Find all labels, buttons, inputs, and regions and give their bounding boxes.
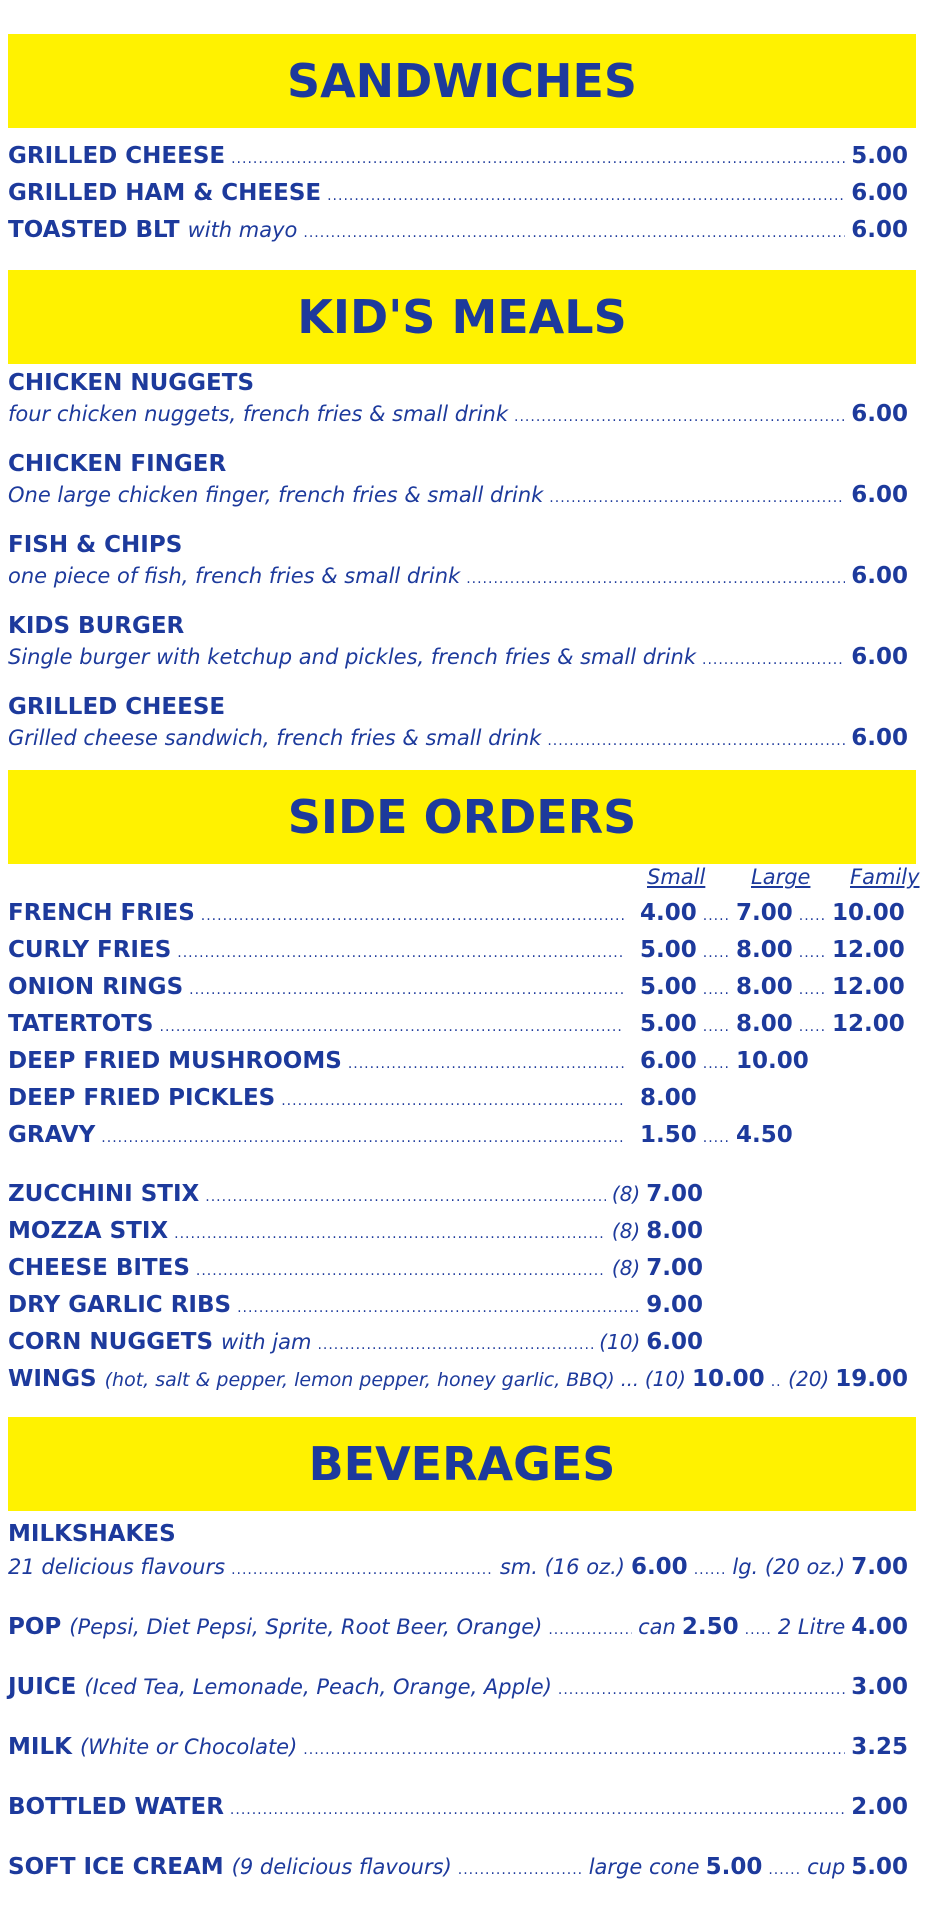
menu-item bbox=[8, 972, 630, 1005]
item-price: 10.00 bbox=[691, 1366, 765, 1392]
section-title: SANDWICHES bbox=[286, 54, 638, 108]
item-price: 7.00 bbox=[646, 1255, 703, 1281]
size-prices: 5.00 ..... 8.00 ..... 12.00 bbox=[640, 974, 905, 1000]
item-price: 6.00 bbox=[630, 1554, 688, 1580]
size-prices bbox=[640, 1083, 697, 1113]
section-header-side-orders bbox=[8, 770, 916, 864]
item-count: (20) bbox=[788, 1367, 830, 1391]
menu-item bbox=[8, 1732, 908, 1765]
item-name: MILKSHAKES bbox=[8, 1521, 176, 1547]
menu-item bbox=[8, 1290, 703, 1323]
item-price: 7.00 bbox=[851, 1554, 908, 1580]
item-desc: with jam bbox=[221, 1330, 312, 1354]
item-price: 5.00 bbox=[851, 143, 908, 169]
item-price: 19.00 bbox=[835, 1366, 908, 1392]
size-prices: 5.00 ..... 8.00 ..... 12.00 bbox=[640, 937, 905, 963]
item-name: MILK bbox=[8, 1734, 72, 1760]
item-name: SOFT ICE CREAM bbox=[8, 1854, 224, 1880]
item-desc: Single burger with ketchup and pickles, french fries & small drink bbox=[8, 645, 696, 669]
size-header-small: Small bbox=[647, 865, 706, 889]
section-title: BEVERAGES bbox=[308, 1437, 616, 1491]
item-price: 7.00 bbox=[646, 1181, 703, 1207]
item-count: (8) bbox=[611, 1182, 641, 1206]
item-desc: (hot, salt & pepper, lemon pepper, honey garlic, BBQ) ... bbox=[104, 1369, 639, 1391]
item-desc: Grilled cheese sandwich, french fries & small drink bbox=[8, 726, 542, 750]
item-name: TOASTED BLT bbox=[8, 217, 180, 243]
price-small: 4.00 bbox=[640, 900, 697, 926]
item-name: POP bbox=[8, 1614, 62, 1640]
item-name: GRILLED HAM & CHEESE bbox=[8, 180, 322, 206]
item-price: 6.00 bbox=[851, 482, 908, 508]
size-label: can bbox=[638, 1615, 676, 1639]
price-family: 12.00 bbox=[832, 937, 905, 963]
item-price: 4.00 bbox=[851, 1614, 908, 1640]
item-name: DRY GARLIC RIBS bbox=[8, 1292, 232, 1318]
item-desc: (White or Chocolate) bbox=[79, 1735, 298, 1759]
item-count: (10) bbox=[599, 1330, 641, 1354]
menu-item bbox=[8, 1672, 908, 1705]
item-count: (10) bbox=[644, 1367, 686, 1391]
item-name: ONION RINGS bbox=[8, 974, 184, 1000]
size-label: sm. (16 oz.) bbox=[499, 1555, 625, 1579]
item-name: CORN NUGGETS bbox=[8, 1329, 214, 1355]
item-name: CURLY FRIES bbox=[8, 937, 172, 963]
size-prices: 4.00 ..... 7.00 ..... 10.00 bbox=[640, 900, 905, 926]
price-large: 4.50 bbox=[736, 1122, 793, 1148]
section-header-sandwiches bbox=[8, 34, 916, 128]
menu-item bbox=[8, 215, 908, 248]
item-name: JUICE bbox=[8, 1674, 77, 1700]
section-title: SIDE ORDERS bbox=[287, 790, 637, 844]
item-price: 6.00 bbox=[646, 1329, 703, 1355]
item-name: CHEESE BITES bbox=[8, 1255, 190, 1281]
price-family: 12.00 bbox=[832, 974, 905, 1000]
item-desc: with mayo bbox=[187, 218, 298, 242]
menu-item bbox=[8, 480, 908, 513]
menu-item bbox=[8, 1046, 630, 1079]
item-price: 5.00 bbox=[705, 1854, 763, 1880]
item-name: CHICKEN FINGER bbox=[8, 451, 227, 477]
item-desc: one piece of fish, french fries & small drink bbox=[8, 564, 461, 588]
item-desc: (Pepsi, Diet Pepsi, Sprite, Root Beer, Orange) bbox=[69, 1615, 543, 1639]
item-price: 6.00 bbox=[851, 401, 908, 427]
menu-item bbox=[8, 935, 630, 968]
menu-item bbox=[8, 399, 908, 432]
item-desc: four chicken nuggets, french fries & small drink bbox=[8, 402, 509, 426]
item-name: GRAVY bbox=[8, 1122, 96, 1148]
item-name: ZUCCHINI STIX bbox=[8, 1181, 200, 1207]
menu-item bbox=[8, 1216, 703, 1249]
menu-item bbox=[8, 1253, 703, 1286]
item-price: 9.00 bbox=[646, 1292, 703, 1318]
menu-item bbox=[8, 1120, 630, 1153]
item-name: FRENCH FRIES bbox=[8, 900, 195, 926]
item-price: 6.00 bbox=[851, 217, 908, 243]
item-name: GRILLED CHEESE bbox=[8, 694, 226, 720]
price-small: 6.00 bbox=[640, 1048, 697, 1074]
menu-item bbox=[8, 561, 908, 594]
item-price: 2.00 bbox=[851, 1794, 908, 1820]
price-large: 10.00 bbox=[736, 1048, 809, 1074]
menu-item bbox=[8, 1009, 630, 1042]
menu-item bbox=[8, 1179, 703, 1212]
item-name: FISH & CHIPS bbox=[8, 532, 183, 558]
price-family: 10.00 bbox=[832, 900, 905, 926]
menu-item bbox=[8, 642, 908, 675]
item-desc: One large chicken finger, french fries & small drink bbox=[8, 483, 544, 507]
item-price: 6.00 bbox=[851, 180, 908, 206]
item-price: 6.00 bbox=[851, 725, 908, 751]
item-price: 2.50 bbox=[681, 1614, 739, 1640]
size-label: cup bbox=[807, 1855, 846, 1879]
price-small: 8.00 bbox=[640, 1085, 697, 1111]
item-price: 6.00 bbox=[851, 644, 908, 670]
item-price: 5.00 bbox=[851, 1854, 908, 1880]
item-desc: (Iced Tea, Lemonade, Peach, Orange, Apple) bbox=[84, 1675, 552, 1699]
section-title: KID'S MEALS bbox=[297, 290, 627, 344]
size-header-large: Large bbox=[751, 865, 811, 889]
menu-item: 21 delicious flavours ..... sm. (16 oz.) 6.00 ...... lg. (20 oz.) 7.00 bbox=[8, 1552, 908, 1585]
price-large: 8.00 bbox=[736, 937, 793, 963]
size-prices: 1.50 ..... 4.50 bbox=[640, 1122, 793, 1148]
item-price: 3.25 bbox=[851, 1734, 908, 1760]
item-name: TATERTOTS bbox=[8, 1011, 154, 1037]
item-desc: (9 delicious flavours) bbox=[231, 1855, 452, 1879]
item-count: (8) bbox=[611, 1256, 641, 1280]
price-large: 8.00 bbox=[736, 974, 793, 1000]
item-name: CHICKEN NUGGETS bbox=[8, 370, 255, 396]
item-name: BOTTLED WATER bbox=[8, 1794, 224, 1820]
section-header-kids-meals bbox=[8, 270, 916, 364]
price-small: 5.00 bbox=[640, 974, 697, 1000]
section-header-beverages bbox=[8, 1417, 916, 1511]
item-price: 6.00 bbox=[851, 563, 908, 589]
item-name: GRILLED CHEESE bbox=[8, 143, 226, 169]
size-label: 2 Litre bbox=[777, 1615, 846, 1639]
menu-item bbox=[8, 898, 630, 931]
size-header-family: Family bbox=[850, 865, 920, 889]
menu-item: POP (Pepsi, Diet Pepsi, Sprite, Root Beer, Orange) ..... can 2.50 ..... 2 Litre 4.00 bbox=[8, 1612, 908, 1645]
menu-item bbox=[8, 723, 908, 756]
price-family: 12.00 bbox=[832, 1011, 905, 1037]
menu-item bbox=[8, 1792, 908, 1825]
item-name: MOZZA STIX bbox=[8, 1218, 169, 1244]
item-name: WINGS bbox=[8, 1366, 97, 1392]
item-name: DEEP FRIED MUSHROOMS bbox=[8, 1048, 342, 1074]
menu-item bbox=[8, 1327, 703, 1360]
menu-item-wings bbox=[8, 1364, 908, 1397]
menu-item bbox=[8, 141, 908, 174]
price-small: 5.00 bbox=[640, 937, 697, 963]
item-price: 3.00 bbox=[851, 1674, 908, 1700]
item-name: KIDS BURGER bbox=[8, 613, 185, 639]
size-label: lg. (20 oz.) bbox=[732, 1555, 846, 1579]
menu-item bbox=[8, 178, 908, 211]
price-small: 1.50 bbox=[640, 1122, 697, 1148]
item-name: DEEP FRIED PICKLES bbox=[8, 1085, 276, 1111]
item-count: (8) bbox=[611, 1219, 641, 1243]
price-small: 5.00 bbox=[640, 1011, 697, 1037]
price-large: 7.00 bbox=[736, 900, 793, 926]
menu-item: SOFT ICE CREAM (9 delicious flavours) ..... large cone 5.00 ...... cup 5.00 bbox=[8, 1852, 908, 1885]
item-desc: 21 delicious flavours bbox=[8, 1555, 226, 1579]
item-price: 8.00 bbox=[646, 1218, 703, 1244]
size-label: large cone bbox=[588, 1855, 700, 1879]
size-prices: 6.00 ..... 10.00 bbox=[640, 1048, 809, 1074]
size-prices: 5.00 ..... 8.00 ..... 12.00 bbox=[640, 1011, 905, 1037]
price-large: 8.00 bbox=[736, 1011, 793, 1037]
menu-item bbox=[8, 1083, 630, 1116]
